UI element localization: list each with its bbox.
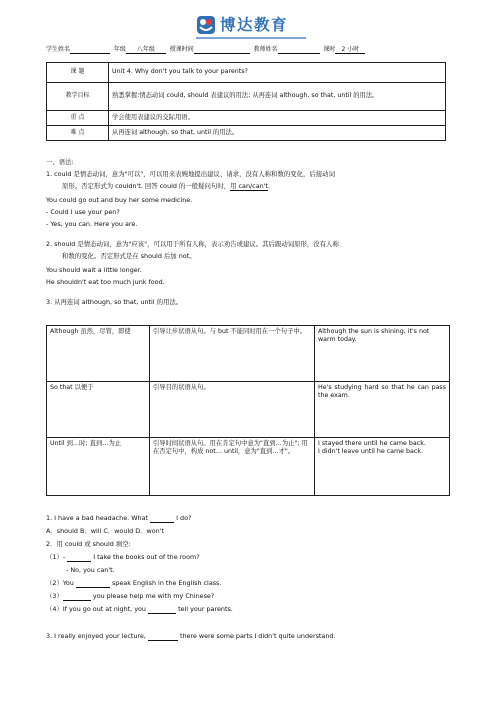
exercise-text: tell your parents. [178,605,233,613]
table-row [47,126,446,141]
grade-label: 年级 [113,46,126,53]
hours-field[interactable]: 2 小时 [335,46,365,54]
exercise-2-3 [46,592,456,601]
usage-cell: 引导让步状语从句。与 but 不能同时用在一个句子中。 [150,326,315,382]
lesson-time-field[interactable] [194,46,250,54]
point-1-end: . [267,182,270,190]
student-name-field[interactable] [70,46,110,54]
table-row [47,111,446,126]
exercise-1-options: A．should B．will C．would D．won't [46,527,164,535]
difficulties-label: 难 点 [47,126,109,141]
exercise-text: there were some parts I didn't quite understand. [179,632,336,640]
conjunction-table [46,325,450,496]
example-sentence: - Could I use your pen? [46,208,120,216]
teacher-name-field[interactable] [278,46,320,54]
teacher-name-label: 教师姓名 [253,46,278,53]
exercise-3 [46,632,456,641]
point-3-heading: 3. 从再连词 although, so that, until 的用法。 [46,298,183,306]
table-row [47,63,446,83]
exercise-2-1-answer: - No, you can't. [66,566,115,574]
answer-blank[interactable] [67,555,91,562]
example-cell [315,438,450,496]
example-sentence: You should wait a little longer. [46,266,142,274]
conjunction-cell: Until 到…时; 直到…为止 [47,438,150,496]
brand-name: 博达教育 [220,15,289,34]
exercise-text: （4）If you go out at night, you [46,605,146,613]
example-sentence: You could go out and buy her some medicine. [46,196,193,204]
grammar-heading: 一、语法: [46,158,74,166]
difficulties-value: 从再连词 although, so that, until 的用法。 [109,126,446,141]
point-1-text: 原形。否定形式为 couldn't. 回答 could 的一般疑问句时， [62,182,231,190]
exercise-text: speak English in the English class. [111,579,222,587]
grade-field[interactable]: 八年级 [126,46,166,54]
conjunction-cell: Although 虽然，尽管，即使 [47,326,150,382]
exercise-text: I take the books out of the room? [93,553,200,561]
answer-blank[interactable] [63,594,91,601]
exercise-2-4 [46,605,456,614]
topic-label: 课 题 [47,63,109,83]
point-1-line-2 [46,182,456,191]
point-1-underlined: 用 can/can't [230,182,268,190]
exercise-text: （1）- [46,553,66,561]
student-name-label: 学生姓名 [46,46,71,53]
example-line: I stayed there until he came back. [318,439,426,447]
point-1-line-1: 1. could 是情态动词，意为"可以"，可以用来表婉地提出建议、请求，没有人称和数的变化，后接动词 [46,170,335,178]
example-sentence: - Yes, you can. Here you are. [46,220,138,228]
table-row [47,382,450,438]
key-points-value: 学会使用表建议的交际用语。 [109,111,446,126]
example-cell: Although the sun is shining, it's not warm today. [315,326,450,382]
answer-blank[interactable] [148,634,178,641]
point-2-line-1: 2. should 是情态动词，意为"应该"，可以用于所有人称，表示劝告或建议。其后跟动词原形，没有人称 [46,240,339,248]
lesson-time-label: 授课时间 [169,46,194,53]
answer-blank[interactable] [150,516,174,523]
lesson-overview-table [46,62,446,141]
logo [196,14,288,36]
example-cell: He's studying hard so that he can pass the exam. [315,382,450,438]
topic-value: Unit 4. Why don't you talk to your parents? [109,63,446,83]
usage-cell: 引导目的状语从句。 [150,382,315,438]
brand-logo-icon [196,15,216,35]
exercise-text: （3） [46,592,63,600]
point-2-line-2: 和数的变化。否定形式是在 should 后加 not。 [62,252,196,260]
table-row [47,438,450,496]
hours-label: 课时 [323,46,336,53]
conjunction-cell: So that 以便于 [47,382,150,438]
exercise-2-1 [46,553,456,562]
exercise-text: （2）You [46,579,74,587]
exercise-2-2 [46,579,456,588]
table-row [47,326,450,382]
exercise-1 [46,514,456,523]
example-line: I didn't leave until he came back. [318,448,423,455]
exercise-2-heading: 2．用 could 或 should 填空: [46,540,131,548]
key-points-label: 重 点 [47,111,109,126]
student-info-row [46,46,456,54]
objectives-value: 熟悉掌握:情态动词 could, should 表建议的用法; 从再连词 although, so that, until 的用法。 [109,83,446,111]
answer-blank[interactable] [76,581,110,588]
objectives-label: 教学目标 [47,83,109,111]
exercise-text: you please help me with my Chinese? [92,592,215,600]
exercise-text: 1. I have a bad headache. What [46,514,148,522]
exercise-text: 3. I really enjoyed your lecture, [46,632,146,640]
table-row [47,83,446,111]
example-sentence: He shouldn't eat too much junk food. [46,278,165,286]
logo-underline [196,37,306,39]
answer-blank[interactable] [148,607,176,614]
exercise-text: I do? [176,514,192,522]
usage-cell: 引导时间状语从句。用在肯定句中意为"直到…为止"; 用在否定句中，构成 not… until，意为"直到…才"。 [150,438,315,496]
